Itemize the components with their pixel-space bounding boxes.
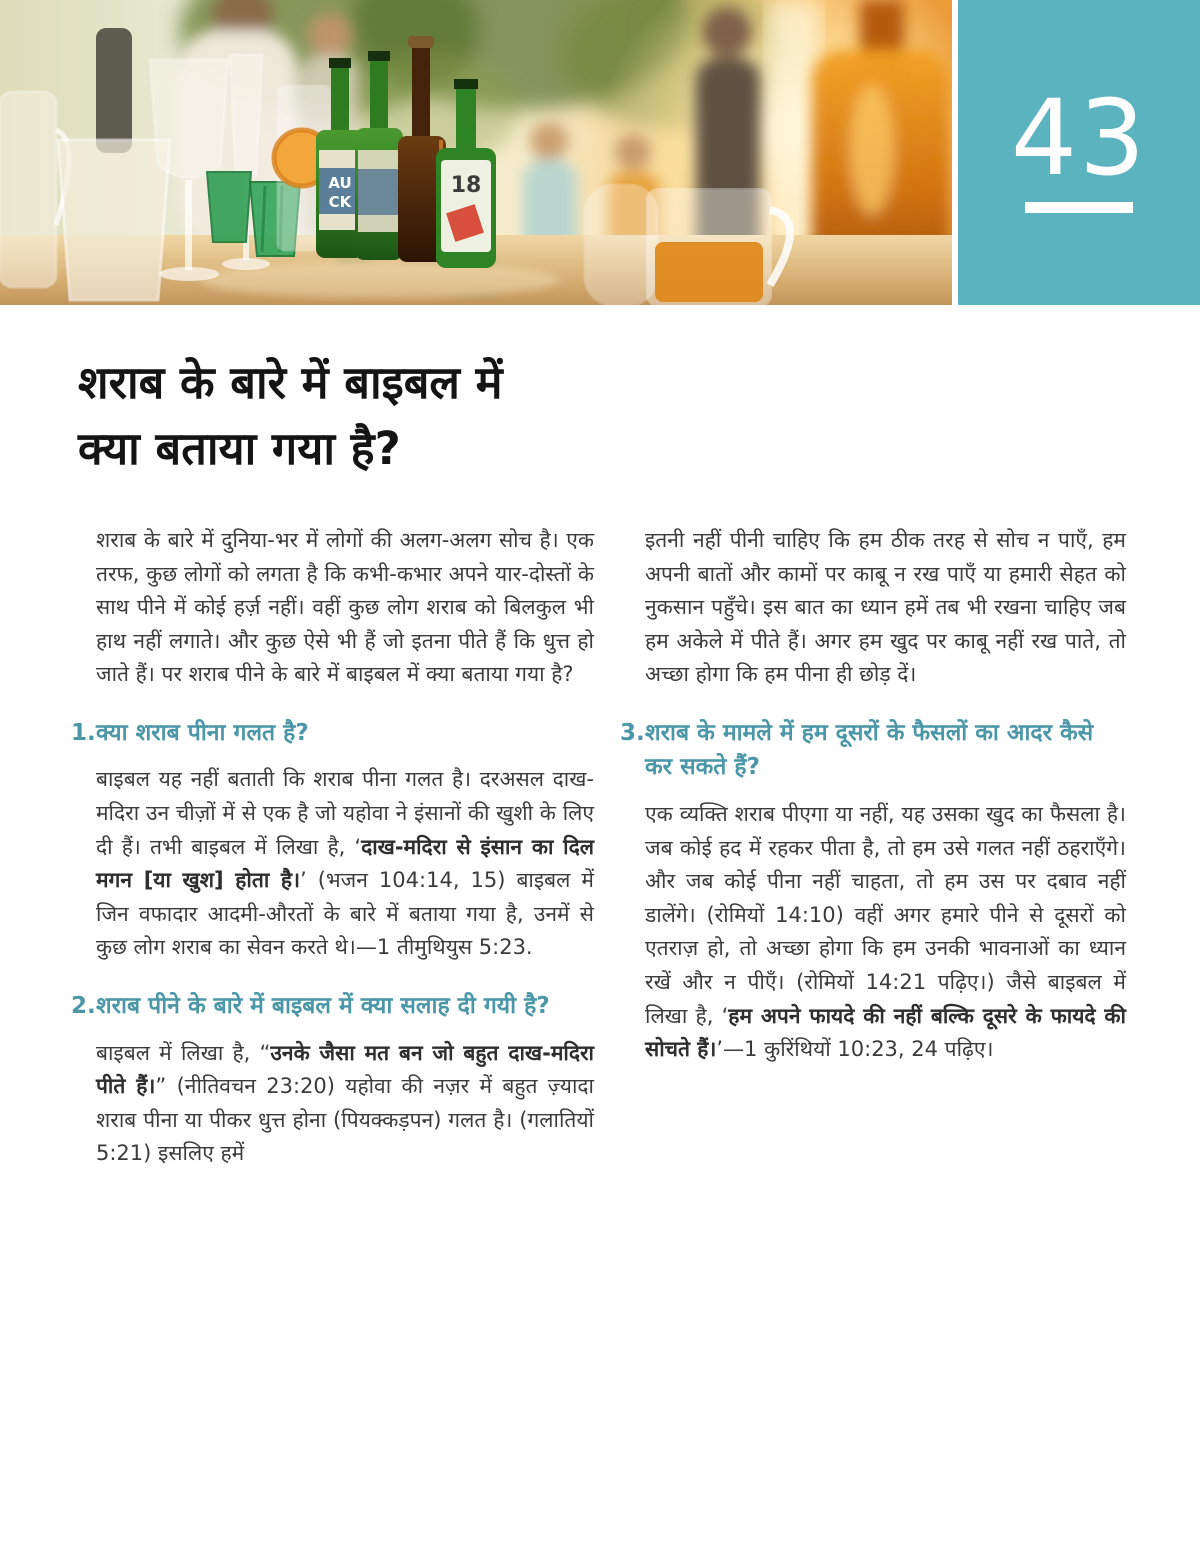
section-heading-text: शराब पीने के बारे में बाइबल में क्या सलाह दी गयी है? (96, 993, 550, 1020)
section-number: 1. (71, 719, 96, 746)
page-title-line1: शराब के बारे में बाइबल में (78, 356, 503, 409)
scripture-quote: दाख-मदिरा से इंसान का दिल मगन [या खुश] होता है। (96, 834, 594, 893)
right-column (620, 524, 1126, 1090)
body-paragraph: शराब के बारे में दुनिया-भर में लोगों की अलग-अलग सोच है। एक तरफ, कुछ लोगों को लगता है कि कभी-कभार अपने यार-दोस्तों के साथ पीने में कोई हर्ज़ नहीं। वहीं कुछ लोग शराब को बिलकुल भी हाथ नहीं लगाते। और कुछ ऐसे भी हैं जो इतना पीते हैं कि धुत्त हो जाते हैं। पर शराब पीने के बारे में बाइबल में क्या बताया गया है? (96, 528, 594, 687)
section-number: 3. (620, 719, 645, 746)
header-photo (0, 0, 952, 305)
scripture-quote: हम अपने फायदे की नहीं बल्कि दूसरे के फायदे की सोचते हैं। (645, 1003, 1126, 1062)
header-photo-art (0, 0, 952, 305)
section-heading (620, 716, 1126, 785)
section-heading (71, 989, 594, 1024)
left-column (71, 524, 594, 1194)
lesson-number: 43 (1010, 77, 1148, 199)
body-paragraph: बाइबल में लिखा है, “उनके जैसा मत बन जो बहुत दाख-मदिरा पीते हैं।” (नीतिवचन 23:20) यहोवा की नज़र में बहुत ज़्यादा शराब पीना या पीकर धुत्त होना (पियक्कड़पन) गलत है। (गलातियों 5:21) इसलिए हमें (96, 1040, 594, 1166)
section-heading-text: शराब के मामले में हम दूसरों के फैसलों का आदर कैसे कर सकते हैं? (645, 719, 1094, 781)
section-heading (71, 716, 594, 751)
section-heading-text: क्या शराब पीना गलत है? (96, 719, 309, 746)
svg-text:18: 18 (450, 173, 482, 198)
page-title-line2: क्या बताया गया है? (78, 422, 401, 476)
body-paragraph: इतनी नहीं पीनी चाहिए कि हम ठीक तरह से सोच न पाएँ, हम अपनी बातों और कामों पर काबू न रख पाएँ या हमारी सेहत को नुकसान पहुँचे। इस बात का ध्यान हमें तब भी रखना चाहिए जब हम अकेले में पीते हैं। अगर हम खुद पर काबू नहीं रख पाते, तो अच्छा होगा कि हम पीना ही छोड़ दें। (645, 528, 1126, 687)
svg-text:AU: AU (328, 174, 352, 192)
beer-mug (648, 190, 790, 305)
page-title (78, 350, 502, 482)
section-number: 2. (71, 993, 96, 1020)
beer (655, 242, 763, 302)
scripture-quote: उनके जैसा मत बन जो बहुत दाख-मदिरा पीते हैं। (96, 1040, 594, 1099)
svg-text:CK: CK (328, 193, 352, 211)
lesson-number-underline (1025, 202, 1133, 213)
body-paragraph: एक व्यक्ति शराब पीएगा या नहीं, यह उसका खुद का फैसला है। जब कोई हद में रहकर पीता है, तो हम उसे गलत नहीं ठहराएँगे। और जब कोई पीना नहीं चाहता, तो हम उस पर दबाव नहीं डालेंगे। (रोमियों 14:10) वहीं अगर हमारे पीने से दूसरों को एतराज़ हो, तो अच्छा होगा कि हम उनकी भावनाओं का ध्यान रखें और न पीएँ। (रोमियों 14:21 पढ़िए।) जैसे बाइबल में लिखा है, ‘हम अपने फायदे की नहीं बल्कि दूसरे के फायदे की सोचते हैं।’—1 कुरिंथियों 10:23, 24 पढ़िए। (645, 801, 1126, 1062)
lesson-number-badge (958, 0, 1200, 305)
body-paragraph: बाइबल यह नहीं बताती कि शराब पीना गलत है। दरअसल दाख-मदिरा उन चीज़ों में से एक है जो यहोवा ने इंसानों की खुशी के लिए दी हैं। तभी बाइबल में लिखा है, ‘दाख-मदिरा से इंसान का दिल मगन [या खुश] होता है।’ (भजन 104:14, 15) बाइबल में जिन वफादार आदमी-औरतों के बारे में बताया गया है, उनमें से कुछ लोग शराब का सेवन करते थे।—1 तीमुथियुस 5:23. (96, 767, 594, 960)
